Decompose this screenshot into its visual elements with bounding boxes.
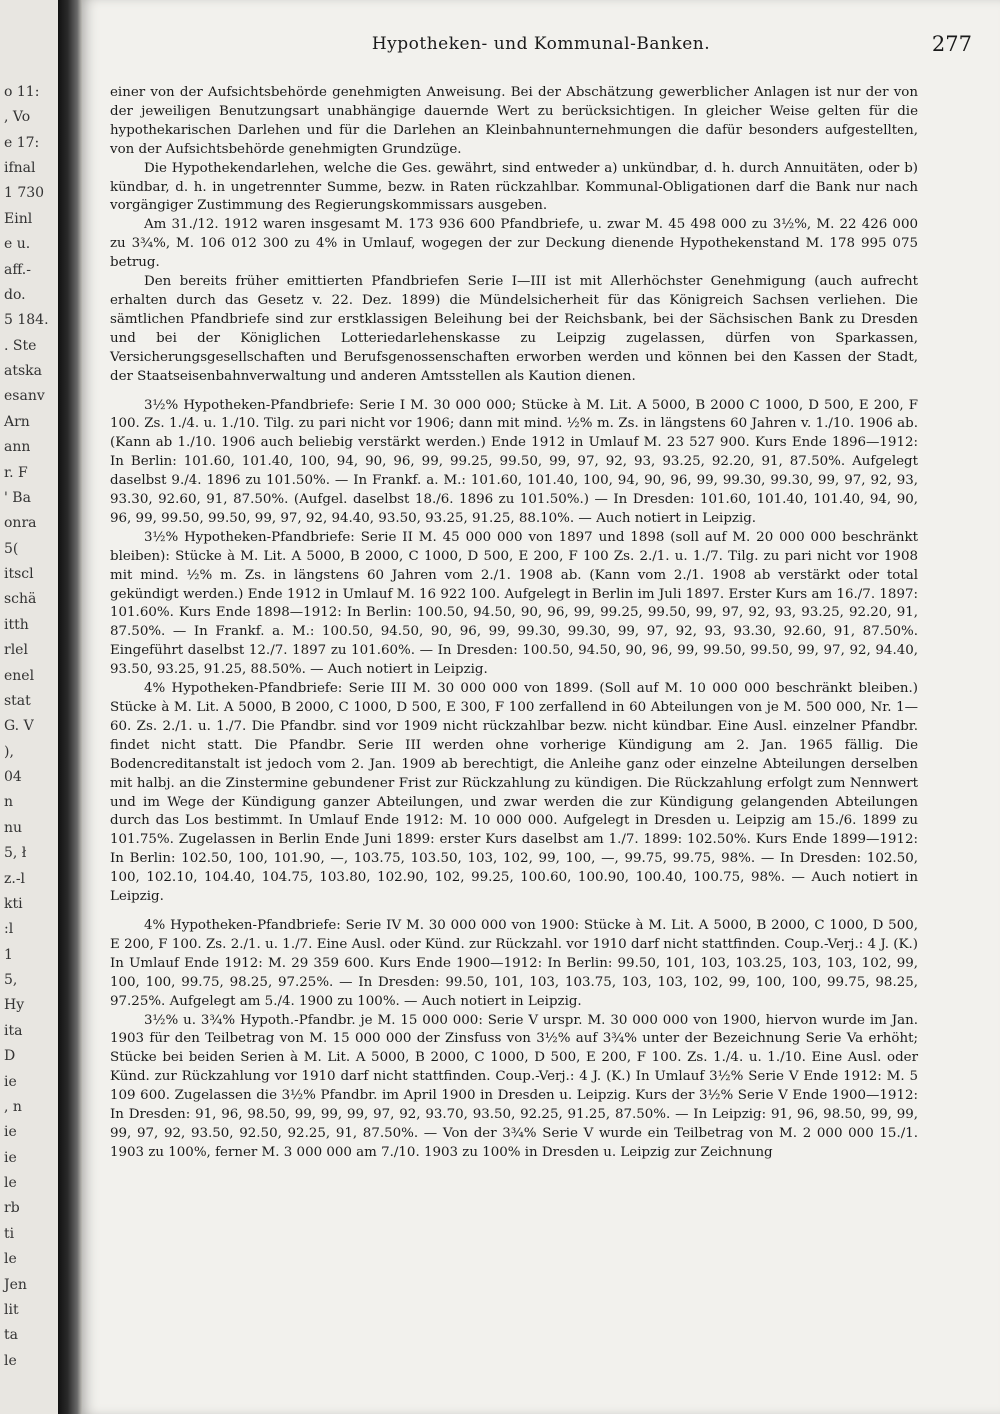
adjacent-page-fragment: lit [4,1301,19,1318]
adjacent-page-fragment: ), [4,743,14,760]
adjacent-page-fragment: le [4,1352,17,1369]
adjacent-page-fragment: ann [4,439,31,456]
adjacent-page-fragment: ie [4,1149,17,1166]
adjacent-page-fragment: , n [4,1098,22,1115]
adjacent-page-fragment: ta [4,1327,18,1344]
adjacent-page-fragment: D [4,1048,16,1065]
adjacent-page-fragment: enel [4,667,35,684]
adjacent-page-fragment: . Ste [4,337,37,354]
adjacent-page-fragment: Arn [4,413,30,430]
adjacent-page-fragment: onra [4,515,37,532]
adjacent-page-fragment: ie [4,1124,17,1141]
adjacent-page-fragment: n [4,794,14,811]
document-page [82,0,1000,1414]
adjacent-page-fragment: rb [4,1200,20,1217]
adjacent-page-fragment: , Vo [4,109,31,126]
paragraph: Am 31./12. 1912 waren insgesamt M. 173 936 600 Pfandbriefe, u. zwar M. 45 498 000 zu 3½%, M. 22 426 000 zu 3¾%, M. 106 012 300 zu 4% in Umlauf, wogegen der zur Deckung dienende Hypothekenstand M. 178 995 075 betrug. [110,217,918,271]
adjacent-page-fragment: itth [4,616,29,633]
adjacent-page-fragment: r. F [4,464,28,481]
paragraph: 3½% Hypotheken-Pfandbriefe: Serie I M. 30 000 000; Stücke à M. Lit. A 5000, B 2000 C 1000, D 500, E 200, F 100. Zs. 1./4. u. 1./10. Tilg. zu pari nicht vor 1906; dann mit mind. ½% m. Zs. in längstens 60 Jahren v. 1./10. 1906 ab. (Kann ab 1./10. 1906 auch beliebig verstärkt werden.) Ende 1912 in Umlauf M. 23 527 900. Kurs Ende 1896—1912: In Berlin: 101.60, 101.40, 100, 94, 90, 96, 99, 99.25, 99.50, 99, 97, 92, 93, 93.25, 92.20, 91, 87.50%. Aufgelegt daselbst 9./4. 1896 zu 101.50%. — In Frankf. a. M.: 101.60, 101.40, 100, 94, 90, 96, 99, 99.30, 99.30, 99, 97, 92, 93, 93.30, 92.60, 91, 87.50%. (Aufgel. daselbst 18./6. 1896 zu 101.50%.) — In Dresden: 101.60, 101.40, 101.40, 94, 90, 96, 99, 99.50, 99.50, 99, 97, 92, 94.40, 93.50, 93.25, 91.25, 88.10%. — Auch notiert in Leipzig. [110,397,918,526]
adjacent-page-fragment: ifnal [4,160,36,177]
adjacent-page-fragment: esanv [4,388,45,405]
adjacent-page-fragment: do. [4,286,26,303]
adjacent-page-fragment: :l [4,921,14,938]
adjacent-page-fragment: 5, [4,972,18,989]
adjacent-page-fragment: 1 730 [4,185,45,202]
adjacent-page-fragment: le [4,1175,17,1192]
adjacent-page-fragment: aff.- [4,261,31,278]
adjacent-page-fragment: ti [4,1225,15,1242]
adjacent-page-fragment: nu [4,819,23,836]
adjacent-page-fragment: ita [4,1022,23,1039]
paragraph: 3½% Hypotheken-Pfandbriefe: Serie II M. 45 000 000 von 1897 und 1898 (soll auf M. 20 000 000 beschränkt bleiben): Stücke à M. Lit. A 5000, B 2000, C 1000, D 500, E 200, F 100 Zs. 2./1. u. 1./7. Tilg. zu pari nicht vor 1908 mit mind. ½% m. Zs. in längstens 60 Jahren vom 2./1. 1908 ab. (Kann vom 2./1. 1908 ab verstärkt oder total gekündigt werden.) Ende 1912 in Umlauf M. 16 922 100. Aufgelegt in Berlin im Juli 1897. Erster Kurs am 16./7. 1897: 101.60%. Kurs Ende 1898—1912: In Berlin: 100.50, 94.50, 90, 96, 99, 99.25, 99.50, 99, 97, 92, 93, 93.25, 92.20, 91, 87.50%. — In Frankf. a. M.: 100.50, 94.50, 90, 96, 99, 99.30, 99.30, 99, 97, 92, 93, 93.30, 92.60, 91, 87.50%. Eingeführt daselbst 12./7. 1897 zu 101.60%. — In Dresden: 100.50, 94.50, 90, 96, 99, 99.50, 99.50, 99, 97, 92, 94.40, 93.50, 93.25, 91.25, 88.50%. — Auch notiert in Leipzig. [110,529,918,678]
adjacent-page-fragment: rlel [4,642,28,659]
adjacent-page-fragment: stat [4,692,31,709]
adjacent-page-fragment: itscl [4,566,34,583]
body-text [110,84,918,1163]
adjacent-page-fragment: 5 184. [4,312,49,329]
paragraph: 4% Hypotheken-Pfandbriefe: Serie IV M. 30 000 000 von 1900: Stücke à M. Lit. A 5000, B 2000, C 1000, D 500, E 200, F 100. Zs. 2./1. u. 1./7. Eine Ausl. oder Künd. zur Rückzahl. vor 1910 darf nicht stattfinden. Coup.-Verj.: 4 J. (K.) In Umlauf Ende 1912: M. 29 359 600. Kurs Ende 1900—1912: In Berlin: 99.50, 101, 103, 103.25, 103, 103, 102, 99, 100, 100, 99.75, 98.25, 97.25%. — In Dresden: 99.50, 101, 103, 103.75, 103, 103, 102, 99, 100, 100, 99.75, 98.25, 97.25%. Aufgelegt am 5./4. 1900 zu 100%. — Auch notiert in Leipzig. [110,917,918,1009]
adjacent-page-fragment: ' Ba [4,489,31,506]
adjacent-page-fragment: Hy [4,997,25,1014]
adjacent-page-fragment: Jen [4,1276,27,1293]
adjacent-page-fragment: le [4,1251,17,1268]
adjacent-page-fragment: e 17: [4,134,40,151]
adjacent-page-fragment: 5, ł [4,845,27,862]
running-title: Hypotheken- und Kommunal-Banken. [371,34,711,54]
adjacent-page-fragment: e u. [4,236,31,253]
adjacent-page-fragment: G. V [4,718,34,735]
adjacent-page-fragment: kti [4,895,23,912]
paragraph: 4% Hypotheken-Pfandbriefe: Serie III M. 30 000 000 von 1899. (Soll auf M. 10 000 000 beschränkt bleiben.) Stücke à M. Lit. A 5000, B 2000, C 1000, D 500, E 300, F 100 zerfallend in 60 Abteilungen von je M. 500 000, Nr. 1—60. Zs. 2./1. u. 1./7. Die Pfandbr. sind vor 1909 nicht rückzahlbar bezw. nicht kündbar. Eine Ausl. einzelner Pfandbr. findet nicht statt. Die Pfandbr. Serie III werden ohne vorherige Kündigung am 2. Jan. 1965 fällig. Die Bodencreditanstalt ist jedoch vom 2. Jan. 1909 ab berechtigt, die Anleihe ganz oder einzelne Abteilungen derselben mit halbj. an die Zinstermine gebundener Frist zur Rückzahlung zu kündigen. Die Rückzahlung erfolgt zum Nennwert und im Wege der Kündigung ganzer Abteilungen, und zwar werden die zur Kündigung gelangenden Abteilungen durch das Los bestimmt. In Umlauf Ende 1912: M. 10 000 000. Aufgelegt in Dresden u. Leipzig am 15./6. 1899 zu 101.75%. Zugelassen in Berlin Ende Juni 1899: erster Kurs daselbst am 1./7. 1899: 102.50%. Kurs Ende 1899—1912: In Berlin: 102.50, 100, 101.90, —, 103.75, 103.50, 103, 102, 99, 100, —, 99.75, 99.75, 98%. — In Dresden: 102.50, 100, 102.10, 104.40, 104.75, 103.80, 102.90, 102, 99.25, 100.60, 100.90, 100.40, 100.75, 98%. — Auch notiert in Leipzig. [110,681,918,905]
page-header [82,34,1000,64]
adjacent-page-fragment: Einl [4,210,33,227]
adjacent-page-fragment: 1 [4,946,13,963]
adjacent-page-fragment: o 11: [4,84,40,100]
adjacent-page-fragment: 5( [4,540,19,557]
adjacent-page-strip [0,0,58,1414]
adjacent-page-fragment: atska [4,363,42,380]
page-number: 277 [931,32,972,56]
adjacent-page-fragment: ie [4,1073,17,1090]
paragraph: einer von der Aufsichtsbehörde genehmigten Anweisung. Bei der Abschätzung gewerblicher Anlagen ist nur der von der jeweiligen Benutzungsart unabhängige dauernde Wert zu berücksichtigen. In gleicher Weise gelten für die hypothekarischen Darlehen und für die Darlehen an Kleinbahnunternehmungen die dafür besonders aufgestellten, von der Aufsichtsbehörde genehmigten Grundzüge. [110,85,918,157]
paragraph: Die Hypothekendarlehen, welche die Ges. gewährt, sind entweder a) unkündbar, d. h. durch Annuitäten, oder b) kündbar, d. h. in ungetrennter Summe, bezw. in Raten rückzahlbar. Kommunal-Obligationen darf die Bank nur nach vorgängiger Zustimmung des Regierungskommissars ausgeben. [110,160,918,214]
book-gutter [58,0,82,1414]
adjacent-page-fragment: 04 [4,769,22,786]
adjacent-page-fragment: z.-l [4,870,26,887]
paragraph: Den bereits früher emittierten Pfandbriefen Serie I—III ist mit Allerhöchster Genehmigung (auch aufrecht erhalten durch das Gesetz v. 22. Dez. 1899) die Mündelsicherheit für das Königreich Sachsen verliehen. Die sämtlichen Pfandbriefe sind zur erstklassigen Beleihung bei der Reichsbank, bei der Sächsischen Bank zu Dresden und bei der Königlichen Lotteriedarlehenskasse zu Leipzig zugelassen, dürfen von Sparkassen, Versicherungsgesellschaften und Berufsgenossenschaften erworben werden und können bei den Kassen der Stadt, der Staatseisenbahnverwaltung und anderen Amtsstellen als Kaution dienen. [110,274,918,384]
adjacent-page-fragment: schä [4,591,37,608]
paragraph: 3½% u. 3¾% Hypoth.-Pfandbr. je M. 15 000 000: Serie V urspr. M. 30 000 000 von 1900, hiervon wurde im Jan. 1903 für den Teilbetrag von M. 15 000 000 der Zinsfuss von 3½% auf 3¾% unter der Bezeichnung Serie Va erhöht; Stücke bei beiden Serien à M. Lit. A 5000, B 2000, C 1000, D 500, E 200, F 100. Zs. 1./4. u. 1./10. Eine Ausl. oder Künd. zur Rückzahlung vor 1910 darf nicht stattfinden. Coup.-Verj.: 4 J. (K.) In Umlauf 3½% Serie V Ende 1912: M. 5 109 600. Zugelassen die 3½% Pfandbr. im April 1900 in Dresden u. Leipzig. Kurs der 3½% Serie V Ende 1900—1912: In Dresden: 91, 96, 98.50, 99, 99, 99, 97, 92, 93.70, 93.50, 92.25, 91.25, 87.50%. — In Leipzig: 91, 96, 98.50, 99, 99, 99, 97, 92, 93.50, 92.50, 92.25, 91, 87.50%. — Von der 3¾% Serie V wurde ein Teilbetrag von M. 2 000 000 15./1. 1903 zu 100%, ferner M. 3 000 000 am 7./10. 1903 zu 100% in Dresden u. Leipzig zur Zeichnung [110,1012,918,1160]
